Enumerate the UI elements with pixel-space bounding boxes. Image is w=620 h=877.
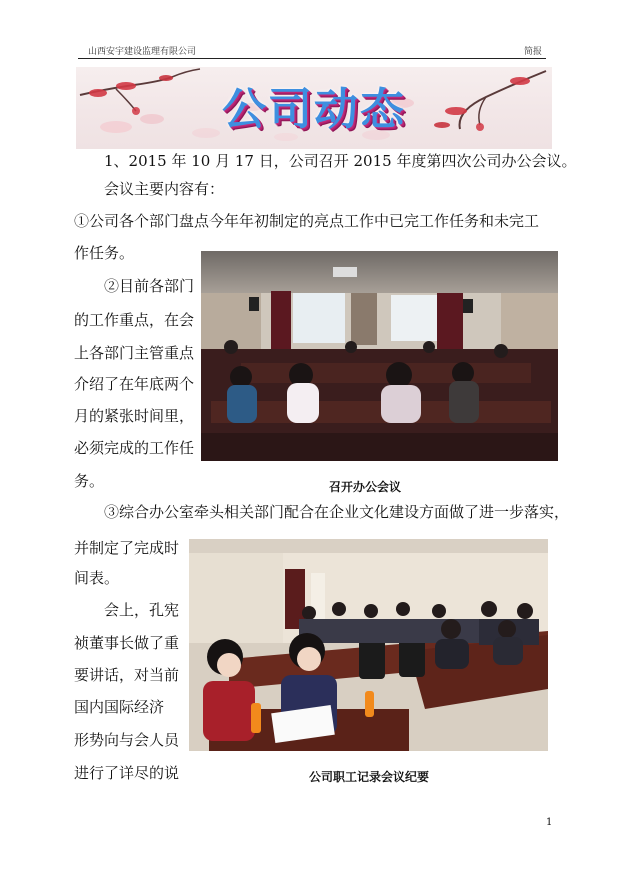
point-1-line-2: 作任务。 bbox=[74, 244, 135, 262]
speech-line: 进行了详尽的说 bbox=[74, 764, 180, 782]
point-2-line: 必须完成的工作任 bbox=[74, 439, 195, 457]
speech-line: 祯董事长做了重 bbox=[74, 634, 180, 652]
header-rule bbox=[78, 58, 546, 59]
photo-1-caption: 召开办公会议 bbox=[329, 480, 402, 494]
main-content-label: 会议主要内容有： bbox=[104, 180, 225, 198]
document-type: 简报 bbox=[523, 47, 542, 57]
item-1-text: 1、2015 年 10 月 17 日，公司召开 2015 年度第四次公司办公会议。 bbox=[104, 152, 577, 170]
speech-line: 形势向与会人员 bbox=[74, 731, 180, 749]
point-2-line: 务。 bbox=[74, 472, 105, 490]
meeting-photo bbox=[201, 251, 558, 461]
speech-line: 要讲话，对当前 bbox=[74, 666, 180, 684]
point-3-line: 并制定了完成时 bbox=[74, 539, 180, 557]
point-3-line: 间表。 bbox=[74, 569, 120, 587]
banner-title: 公司动态 bbox=[222, 84, 406, 135]
company-name: 山西安宇建设监理有限公司 bbox=[88, 47, 197, 57]
meeting-room-photo bbox=[201, 251, 558, 461]
page-number: 1 bbox=[546, 817, 553, 828]
point-2-line: 的工作重点，在会 bbox=[74, 311, 195, 329]
photo-2-caption: 公司职工记录会议纪要 bbox=[309, 770, 430, 784]
point-2-line: 月的紧张时间里， bbox=[74, 407, 195, 425]
point-3-line-1: ③综合办公室牵头相关部门配合在企业文化建设方面做了进一步落实， bbox=[104, 503, 570, 521]
staff-writing-photo bbox=[189, 539, 548, 751]
speech-line: 会上，孔宪 bbox=[104, 601, 180, 619]
point-2-line: 上各部门主管重点 bbox=[74, 344, 195, 362]
point-2-line: 介绍了在年底两个 bbox=[74, 375, 195, 393]
point-2-line: ②目前各部门 bbox=[104, 277, 195, 295]
point-1-line-1: ①公司各个部门盘点今年年初制定的亮点工作中已完工作任务和未完工 bbox=[74, 212, 540, 230]
banner bbox=[76, 67, 552, 149]
minutes-photo bbox=[189, 539, 548, 751]
speech-line: 国内国际经济 bbox=[74, 698, 165, 716]
